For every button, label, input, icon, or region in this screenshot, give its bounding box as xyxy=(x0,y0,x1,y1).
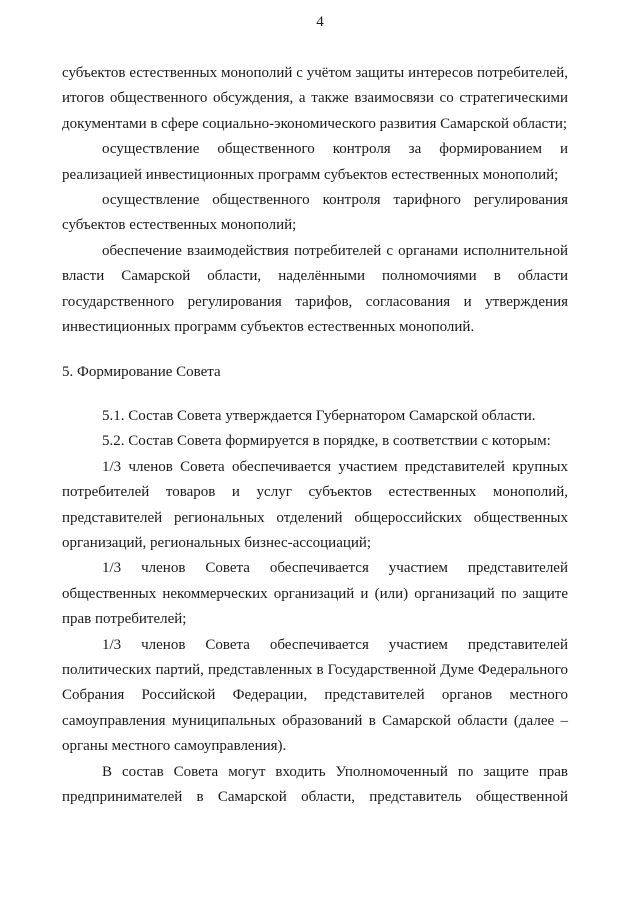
paragraph-third-ngo: 1/3 членов Совета обеспечивается участием представителей общественных некоммерческих организаций и (или) организаций по защите прав потребителей; xyxy=(62,560,568,628)
paragraph-public-control-tariff: осуществление общественного контроля тарифного регулирования субъектов естественных монополий; xyxy=(62,192,568,234)
paragraph-interaction: обеспечение взаимодействия потребителей с органами исполнительной власти Самарской области, наделёнными полномочиями в области государственного регулирования тарифов, согласования и утверждения инвестиционных программ субъектов естественных монополий. xyxy=(62,242,568,336)
paragraph-third-consumers: 1/3 членов Совета обеспечивается участием представителей крупных потребителей товаров и услуг субъектов естественных монополий, представителей региональных отделений общероссийских общественных организаций, региональных бизнес-ассоциаций; xyxy=(62,458,568,551)
paragraph-third-parties: 1/3 членов Совета обеспечивается участием представителей политических партий, представленных в Государственной Думе Федерального Собрания Российской Федерации, представителей органов местного самоуправления муниципальных образований в Самарской области (далее – органы местного самоуправления). xyxy=(62,636,568,755)
paragraph-council-members: В состав Совета могут входить Уполномоченный по защите прав предпринимателей в Самарской области, представитель общественной xyxy=(62,763,568,805)
paragraph-public-control-investment: осуществление общественного контроля за формированием и реализацией инвестиционных программ субъектов естественных монополий; xyxy=(62,141,568,183)
paragraph-5-1: 5.1. Состав Совета утверждается Губернатором Самарской области. xyxy=(102,407,536,424)
paragraph-continuation: субъектов естественных монополий с учётом защиты интересов потребителей, итогов общественного обсуждения, а также взаимосвязи со стратегическими документами в сфере социально-экономического развития Самарской области; xyxy=(62,65,568,132)
document-body xyxy=(62,61,568,810)
section-heading: 5. Формирование Совета xyxy=(62,364,221,381)
paragraph-5-2: 5.2. Состав Совета формируется в порядке, в соответствии с которым: xyxy=(102,433,551,450)
page-number: 4 xyxy=(316,14,324,30)
